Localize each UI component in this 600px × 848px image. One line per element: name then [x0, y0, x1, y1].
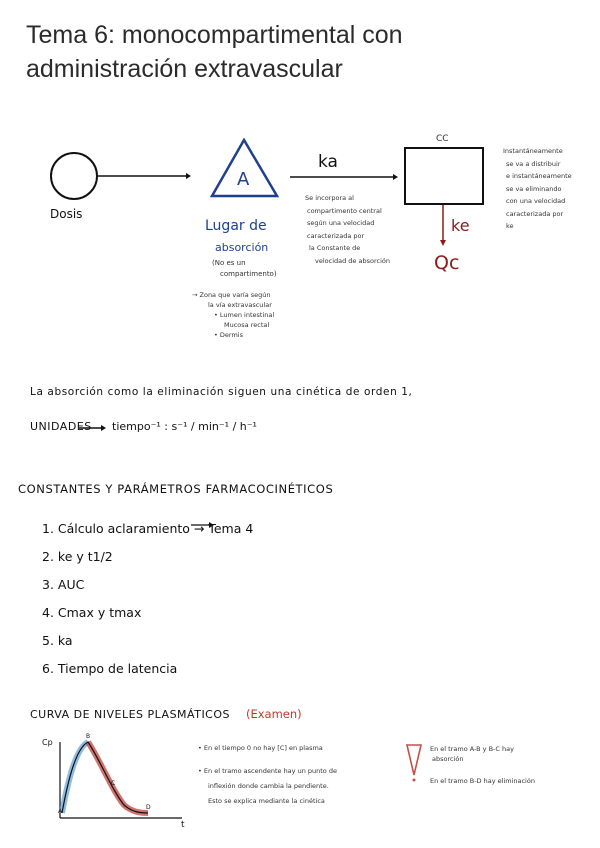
- note-line: En el tramo B-D hay eliminación: [430, 777, 535, 785]
- central-compartment-box: [405, 148, 483, 204]
- point-a: A: [58, 808, 63, 815]
- point-c: C: [111, 780, 116, 787]
- x-axis-label: t: [181, 820, 185, 830]
- route-notes: [192, 290, 274, 340]
- absorption-letter: A: [237, 169, 250, 190]
- absorption-site-note: [212, 258, 277, 280]
- list-item: 2. ke y t1/2: [42, 549, 113, 564]
- note-line: se va eliminando: [506, 184, 562, 193]
- list-item: 3. AUC: [42, 577, 85, 592]
- ke-label: ke: [451, 216, 470, 235]
- note-line: compartimento central: [307, 206, 382, 215]
- y-axis-label: Cp: [42, 738, 53, 747]
- constants-list: [42, 515, 253, 683]
- dose-circle: [51, 153, 97, 199]
- warning-triangle: [407, 745, 421, 775]
- note-line: Mucosa rectal: [224, 321, 270, 329]
- list-item: 1. Cálculo aclaramiento → Tema 4: [42, 521, 254, 536]
- note-line: compartimento): [220, 270, 277, 278]
- kinetics-statement: La absorción como la eliminación siguen una cinética de orden 1,: [30, 386, 413, 398]
- exam-tag: (Examen): [246, 707, 302, 721]
- note-line: • Dermis: [214, 331, 243, 339]
- absorption-site-line-1: Lugar de: [205, 218, 267, 234]
- note-line: según una velocidad: [307, 219, 375, 227]
- curve-side-notes: [430, 744, 535, 786]
- units-value: tiempo⁻¹ : s⁻¹ / min⁻¹ / h⁻¹: [112, 420, 257, 433]
- note-line: absorción: [432, 755, 464, 763]
- note-line: En el tramo A-B y B-C hay: [430, 745, 514, 753]
- note-line: caracterizada por: [506, 209, 564, 218]
- curve-heading: CURVA DE NIVELES PLASMÁTICOS: [30, 708, 231, 721]
- constants-heading: CONSTANTES Y PARÁMETROS FARMACOCINÉTICOS: [18, 482, 334, 496]
- title-line-1: Tema 6: monocompartimental con: [26, 21, 403, 49]
- note-line: e instantáneamente: [506, 172, 572, 180]
- note-line: (No es un: [212, 259, 246, 267]
- ka-label: ka: [318, 152, 338, 172]
- note-line: caracterizada por: [307, 231, 365, 240]
- plasma-curve: [60, 742, 182, 818]
- note-line: Instantáneamente: [503, 147, 563, 155]
- absorption-site-title: [205, 215, 268, 259]
- qc-label: Qc: [434, 252, 460, 274]
- curve-notes: [198, 741, 337, 809]
- note-line: con una velocidad: [506, 197, 566, 205]
- absorption-site-line-2: absorción: [215, 241, 269, 254]
- note-line: se va a distribuir: [506, 159, 561, 168]
- note-line: • En el tramo ascendente hay un punto de: [198, 767, 337, 775]
- note-line: → Zona que varía según: [192, 291, 271, 299]
- note-line: inflexión donde cambia la pendiente.: [208, 782, 329, 790]
- cc-label: CC: [436, 134, 449, 144]
- note-line: ke: [506, 222, 514, 230]
- cc-notes: [503, 145, 572, 233]
- list-item: 5. ka: [42, 633, 73, 648]
- note-line: velocidad de absorción: [315, 256, 390, 265]
- note-line: la Constante de: [309, 244, 361, 252]
- note-line: • Lumen intestinal: [214, 311, 275, 319]
- title-line-2: administración extravascular: [26, 55, 343, 83]
- note-line: la vía extravascular: [208, 301, 272, 309]
- ka-notes: [305, 192, 390, 267]
- note-line: • En el tiempo 0 no hay [C] en plasma: [198, 744, 323, 752]
- point-d: D: [146, 804, 151, 811]
- dose-label: Dosis: [50, 207, 83, 221]
- point-b: B: [86, 733, 91, 740]
- list-item: 4. Cmax y tmax: [42, 605, 142, 620]
- list-item: 6. Tiempo de latencia: [42, 661, 178, 676]
- note-line: Se incorpora al: [305, 194, 354, 202]
- note-line: Esto se explica mediante la cinética: [208, 797, 325, 805]
- units-label: UNIDADES: [30, 420, 92, 433]
